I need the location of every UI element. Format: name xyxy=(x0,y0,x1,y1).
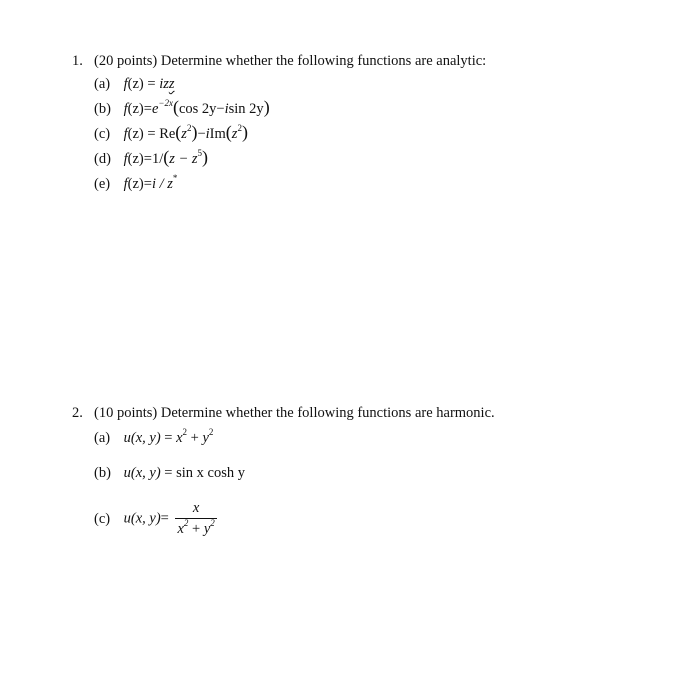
conjugate-z: z xyxy=(168,76,175,92)
item-label: (c) xyxy=(94,510,111,527)
denominator: $x^2 + y^2$ xyxy=(177,518,215,537)
fraction xyxy=(175,500,216,538)
q1-item-a: (a) f(z) = izz xyxy=(94,76,175,92)
question-1-text: (20 points) Determine whether the following functions are analytic: xyxy=(94,53,487,69)
q1-item-e: (e) f(z)=i / z* xyxy=(94,173,178,192)
q1-item-d: (d) $f(z)=1/(z - z^5)$ xyxy=(94,147,209,167)
item-label: (a) xyxy=(94,76,111,92)
question-1-number: 1. xyxy=(72,53,83,69)
item-label: (a) xyxy=(94,430,111,446)
item-label: (d) xyxy=(94,151,111,167)
q1-item-c: (c) $f(z) = Re(z^2)-iIm(z^2)$ xyxy=(94,122,248,142)
q2-item-b: (b) u(x, y) = sin x cosh y xyxy=(94,465,245,481)
item-label: (e) xyxy=(94,176,111,192)
q2-item-c: (c) u(x, y)= $\frac{x}{x^2 + y^2}$ xyxy=(94,500,215,537)
item-label: (b) xyxy=(94,101,111,117)
q2-item-a: (a) u(x, $y) = x^2 + y^2$ xyxy=(94,427,214,446)
item-label: (c) xyxy=(94,126,111,142)
q1-item-b: (b) $f(z)=e^{-2x}(\cos$ 2y−isin 2y) xyxy=(94,97,270,117)
question-2-text: (10 points) Determine whether the following functions are harmonic. xyxy=(94,405,495,421)
question-2-number: 2. xyxy=(72,405,83,421)
item-label: (b) xyxy=(94,465,111,481)
expression: sin x cosh y xyxy=(176,465,245,481)
numerator: x xyxy=(192,500,200,516)
expression: iz xyxy=(159,76,169,92)
